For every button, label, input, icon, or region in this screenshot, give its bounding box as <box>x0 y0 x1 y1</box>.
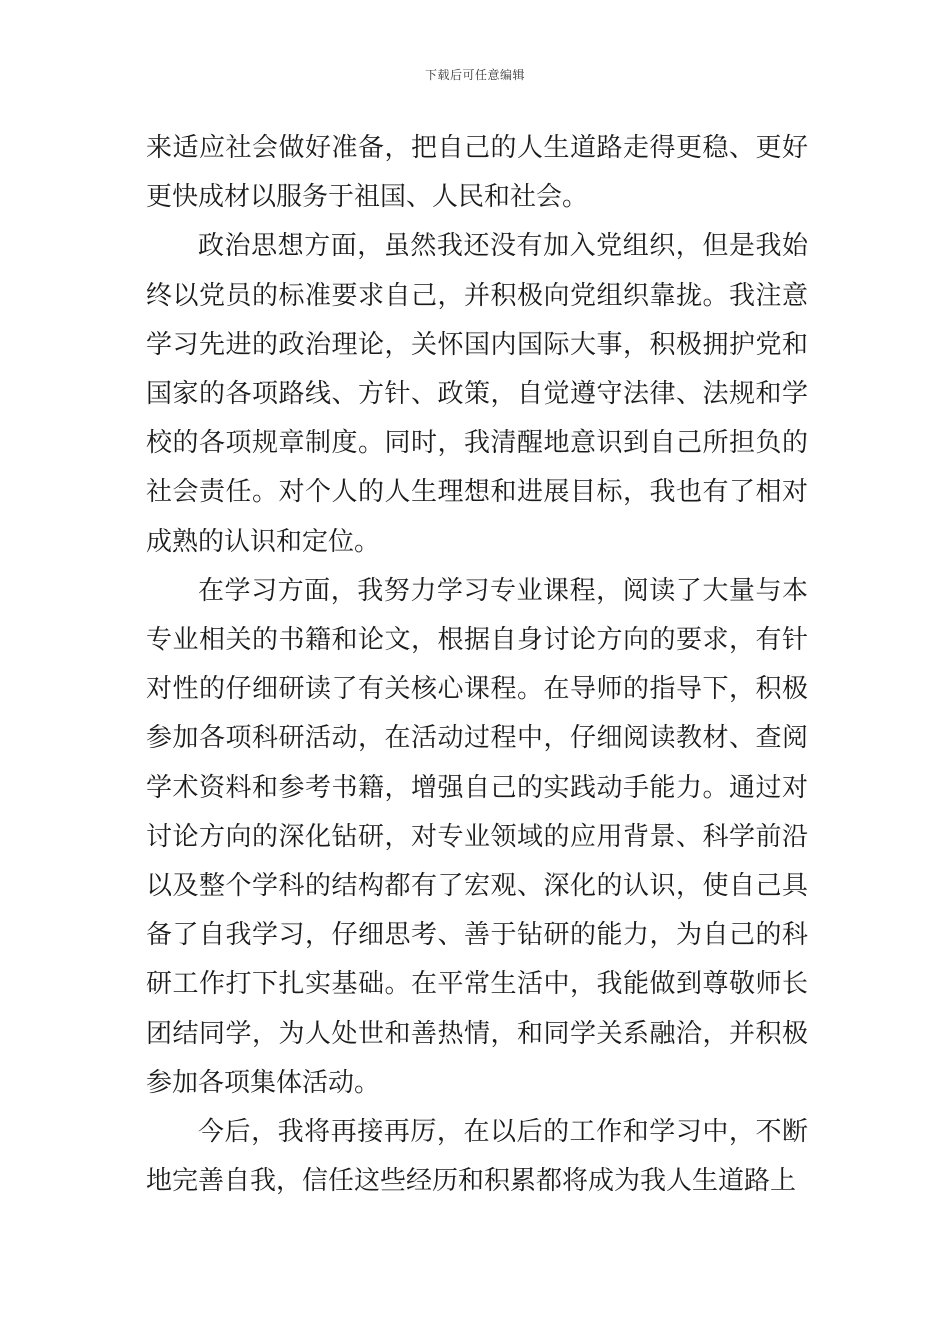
paragraph-3: 在学习方面，我努力学习专业课程，阅读了大量与本专业相关的书籍和论文，根据自身讨论方向的要求，有针对性的仔细研读了有关核心课程。在导师的指导下，积极参加各项科研活动，在活动过程中，仔细阅读教材、查阅学术资料和参考书籍，增强自己的实践动手能力。通过对讨论方向的深化钻研，对专业领域的应用背景、科学前沿以及整个学科的结构都有了宏观、深化的认识，使自己具备了自我学习，仔细思考、善于钻研的能力，为自己的科研工作打下扎实基础。在平常生活中，我能做到尊敬师长团结同学，为人处世和善热情，和同学关系融洽，并积极参加各项集体活动。 <box>146 575 808 1098</box>
paragraph-1: 来适应社会做好准备，把自己的人生道路走得更稳、更好更快成材以服务于祖国、人民和社会。 <box>146 133 808 213</box>
body-text <box>146 124 808 1206</box>
page-header: 下载后可任意编辑 <box>424 68 525 82</box>
paragraph-2: 政治思想方面，虽然我还没有加入党组织，但是我始终以党员的标准要求自己，并积极向党组织靠拢。我注意学习先进的政治理论，关怀国内国际大事，积极拥护党和国家的各项路线、方针、政策，自觉遵守法律、法规和学校的各项规章制度。同时，我清醒地意识到自己所担负的社会责任。对个人的人生理想和进展目标，我也有了相对成熟的认识和定位。 <box>146 231 808 557</box>
paragraph-4: 今后，我将再接再厉，在以后的工作和学习中，不断地完善自我，信任这些经历和积累都将成为我人生道路上 <box>146 1117 808 1197</box>
